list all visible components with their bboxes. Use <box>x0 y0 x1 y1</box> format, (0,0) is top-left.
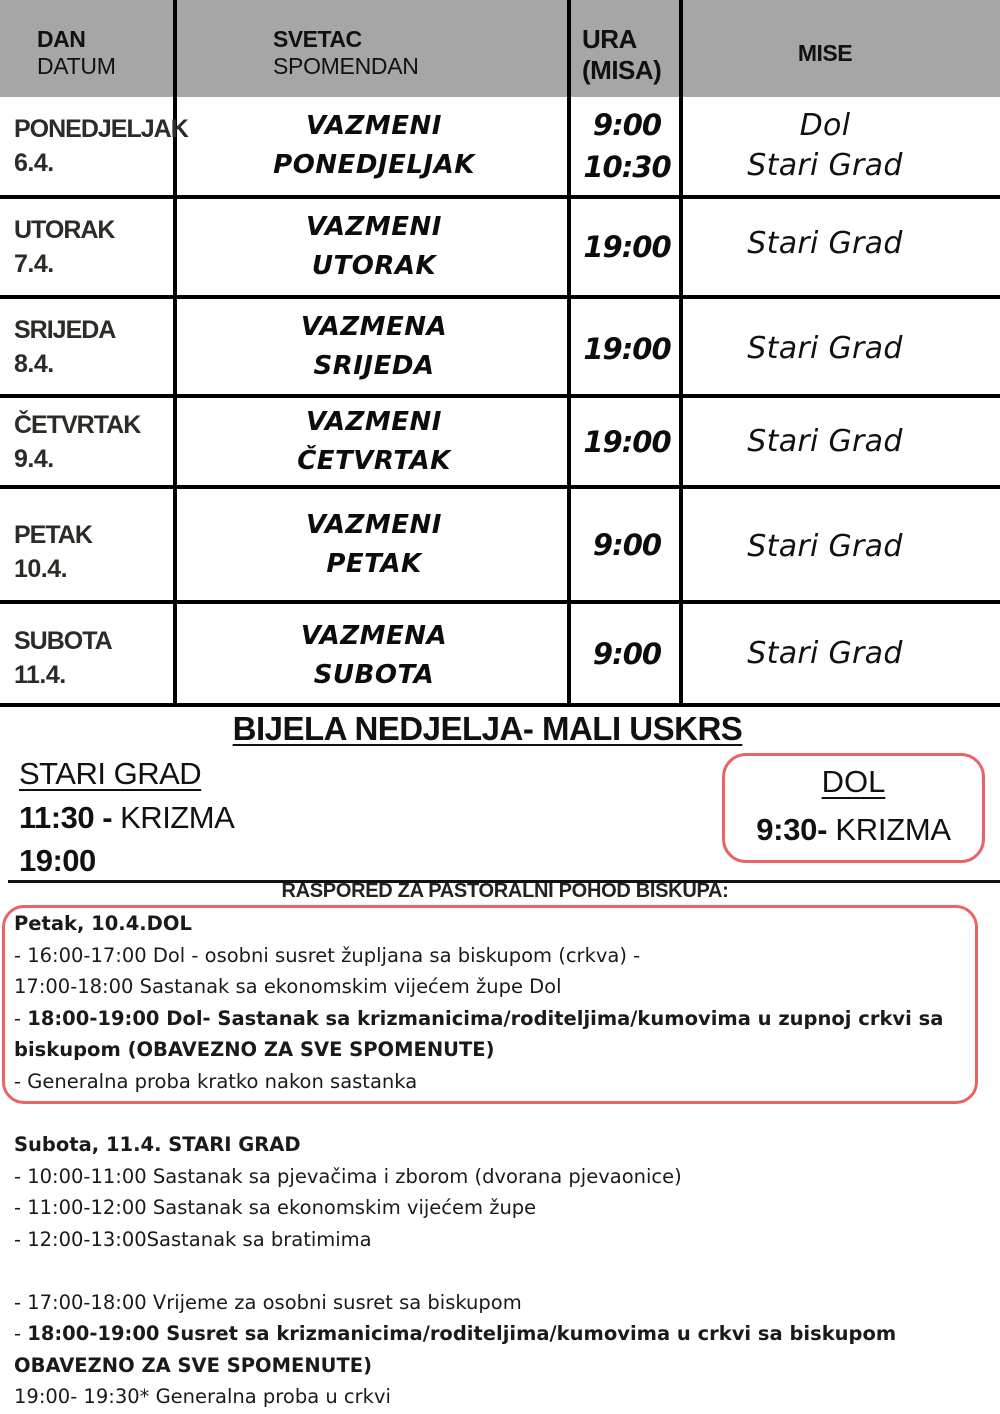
mass-time: 9:00 <box>592 527 662 562</box>
day-name: PETAK <box>14 521 92 549</box>
table-row <box>0 604 1000 703</box>
day-date: 11.4. <box>14 661 66 689</box>
day-date: 6.4. <box>14 149 54 177</box>
stari-grad-title: STARI GRAD <box>19 756 202 791</box>
table-row <box>0 299 1000 394</box>
header-spomendan: SPOMENDAN <box>273 53 419 79</box>
time-cell <box>573 604 681 703</box>
place-cell <box>685 489 965 605</box>
table-row <box>0 489 1000 600</box>
saint-line: VAZMENA <box>300 311 448 342</box>
schedule-item-important: - 18:00-19:00 Susret sa krizmanicima/roditeljima/kumovima u crkvi sa biskupom <box>14 1322 897 1345</box>
schedule-item: - 17:00-18:00 Vrijeme za osobni susret sa biskupom <box>14 1290 522 1314</box>
saint-line: SUBOTA <box>313 660 435 690</box>
bijela-nedjelja-title: BIJELA NEDJELJA- MALI USKRS <box>232 710 743 747</box>
schedule-item: - Generalna proba kratko nakon sastanka <box>14 1069 418 1093</box>
schedule-item: - 11:00-12:00 Sastanak sa ekonomskim vijećem župe <box>14 1196 537 1219</box>
saint-line: VAZMENA <box>300 621 448 651</box>
day-cell <box>14 299 115 394</box>
header-day-date <box>37 26 116 80</box>
stari-grad-krizma-line <box>19 800 234 836</box>
saint-cell <box>179 398 569 485</box>
raspored-title: RASPORED ZA PASTORALNI POHOD BISKUPA: <box>281 880 729 899</box>
header-svetac: SVETAC <box>273 26 362 52</box>
saint-cell <box>179 489 569 601</box>
saint-line: ČETVRTAK <box>297 445 451 476</box>
day-date: 8.4. <box>14 349 54 378</box>
day-cell <box>14 199 114 295</box>
day-cell <box>14 489 92 615</box>
mass-time: 19:00 <box>583 424 671 459</box>
schedule-item: - 12:00-13:00Sastanak sa bratimima <box>14 1227 372 1251</box>
saint-line: VAZMENI <box>306 406 442 437</box>
stari-grad-evening-line <box>19 843 96 879</box>
mass-place: Dol <box>799 108 851 143</box>
place-cell <box>685 199 965 289</box>
header-ura: URA <box>582 24 637 54</box>
petak-heading: Petak, 10.4.DOL <box>14 912 192 935</box>
schedule-item-important: biskupom (OBAVEZNO ZA SVE SPOMENUTE) <box>14 1038 495 1061</box>
day-cell <box>14 97 188 195</box>
day-name: ČETVRTAK <box>14 410 141 439</box>
day-date: 7.4. <box>14 250 54 278</box>
saint-line: VAZMENI <box>306 212 442 242</box>
mass-place: Stari Grad <box>747 148 903 183</box>
time-cell <box>573 299 681 399</box>
schedule-item-important: OBAVEZNO ZA SVE SPOMENUTE) <box>14 1353 373 1377</box>
evening-time: 19:00 <box>19 843 96 878</box>
time-cell <box>573 199 681 295</box>
schedule-item: - 16:00-17:00 Dol - osobni susret župljana sa biskupom (crkva) - <box>14 943 641 967</box>
dol-highlight-box <box>722 753 985 863</box>
mass-place: Stari Grad <box>747 423 903 459</box>
table-row <box>0 398 1000 485</box>
day-name: UTORAK <box>14 216 115 244</box>
krizma-time: 11:30 - <box>19 800 113 835</box>
krizma-label: KRIZMA <box>112 800 235 835</box>
day-date: 9.4. <box>14 444 54 473</box>
header-mise: MISE <box>797 40 853 66</box>
header-datum: DATUM <box>37 53 116 79</box>
header-dan: DAN <box>37 26 86 52</box>
spacer <box>14 1255 896 1287</box>
mass-time: 9:00 <box>592 636 662 671</box>
mass-place: Stari Grad <box>747 529 903 564</box>
mass-place: Stari Grad <box>747 331 903 366</box>
time-cell <box>573 398 681 485</box>
subota-heading: Subota, 11.4. STARI GRAD <box>14 1133 301 1156</box>
saint-line: PETAK <box>326 549 422 579</box>
time-cell <box>573 489 681 600</box>
header-misa: (MISA) <box>582 55 662 85</box>
day-name: SRIJEDA <box>14 315 116 344</box>
mass-time: 19:00 <box>583 230 671 264</box>
saint-cell <box>179 299 569 394</box>
saint-cell <box>179 199 569 295</box>
schedule-item: 19:00- 19:30* Generalna proba u crkvi <box>14 1385 391 1408</box>
table-row <box>0 97 1000 195</box>
place-cell <box>685 398 965 485</box>
dol-krizma-line <box>725 812 982 848</box>
saint-cell <box>179 97 569 195</box>
mass-time: 9:00 <box>592 108 662 142</box>
petak-schedule <box>14 908 943 1097</box>
time-cell <box>573 97 681 195</box>
saint-line: SRIJEDA <box>313 350 435 381</box>
schedule-item: - 10:00-11:00 Sastanak sa pjevačima i zborom (dvorana pjevaonice) <box>14 1164 682 1188</box>
saint-line: VAZMENI <box>306 111 442 141</box>
day-name: PONEDJELJAK <box>14 115 188 143</box>
mass-schedule-table <box>0 0 1000 706</box>
saint-line: PONEDJELJAK <box>273 150 475 180</box>
mass-time: 19:00 <box>583 332 671 366</box>
dol-title: DOL <box>821 764 886 799</box>
header-time <box>582 24 661 86</box>
saint-line: UTORAK <box>311 251 437 281</box>
place-cell <box>685 604 965 703</box>
schedule-item-important: - 18:00-19:00 Dol- Sastanak sa krizmanicima/roditeljima/kumovima u zupnoj crkvi sa <box>14 1006 944 1030</box>
header-saint <box>273 26 419 80</box>
day-cell <box>14 604 112 712</box>
mass-time: 10:30 <box>583 150 671 184</box>
dol-krizma-time: 9:30- <box>756 812 828 847</box>
day-cell <box>14 398 140 485</box>
place-cell <box>685 299 965 399</box>
dol-krizma-label: KRIZMA <box>827 812 951 847</box>
place-cell <box>685 97 965 195</box>
mass-place: Stari Grad <box>747 635 903 671</box>
table-row <box>0 199 1000 295</box>
saint-line: VAZMENI <box>306 510 442 540</box>
schedule-item: 17:00-18:00 Sastanak sa ekonomskim vijećem župe Dol <box>14 975 562 998</box>
day-date: 10.4. <box>14 555 68 583</box>
day-name: SUBOTA <box>14 627 112 655</box>
subota-schedule <box>14 1129 896 1413</box>
saint-cell <box>179 604 569 708</box>
mass-place: Stari Grad <box>747 226 903 261</box>
